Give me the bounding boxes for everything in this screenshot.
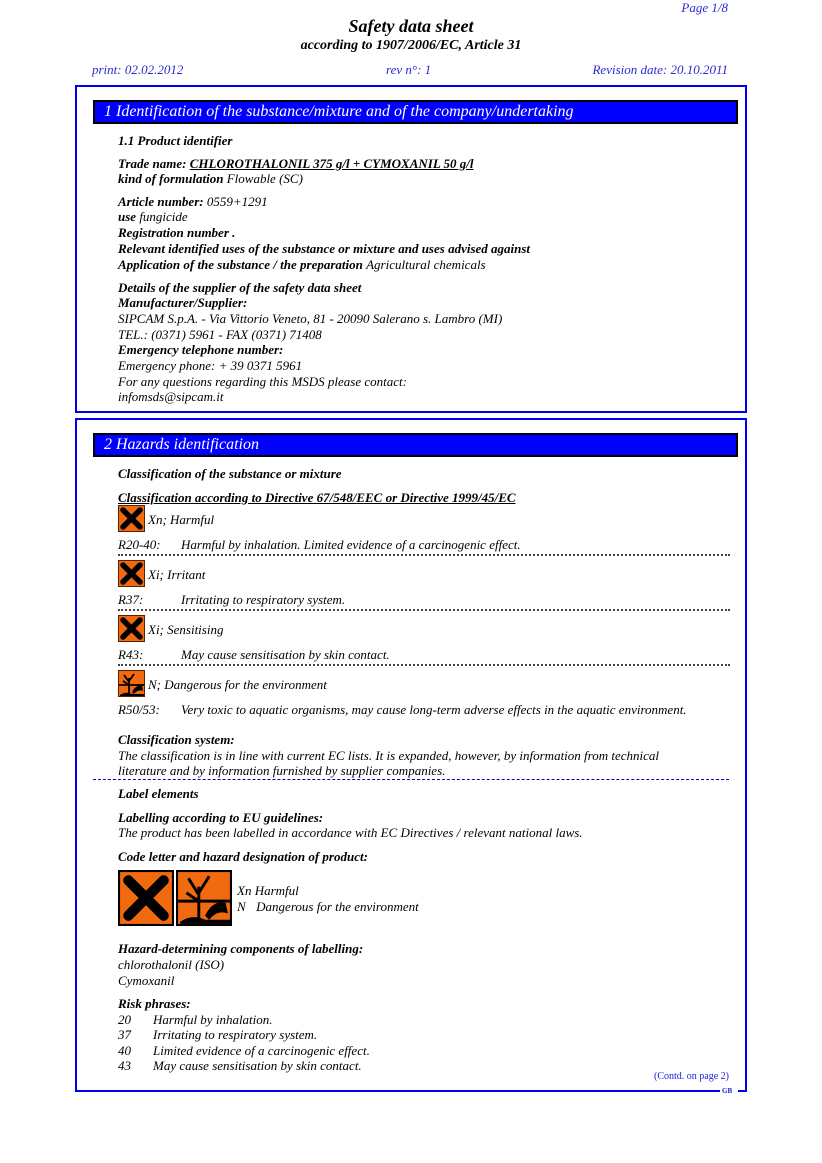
labelling-label: Labelling according to EU guidelines:	[118, 810, 324, 825]
risk-code: 20	[118, 1012, 131, 1027]
code-letter-row	[237, 899, 419, 914]
contact-email[interactable]: infomsds@sipcam.it	[118, 389, 224, 404]
code-letter-row	[237, 883, 299, 898]
supplier-details-heading: Details of the supplier of the safety data sheet	[118, 280, 362, 295]
article-label: Article number:	[118, 194, 204, 209]
print-date: print: 02.02.2012	[92, 62, 184, 77]
class-label: Xn; Harmful	[148, 512, 215, 527]
continued-note: (Contd. on page 2)	[654, 1071, 729, 1082]
labelling-text: The product has been labelled in accordance with EC Directives / relevant national laws.	[118, 825, 583, 840]
risk-code: 43	[118, 1058, 131, 1073]
supplier-tel: TEL.: (0371) 5961 - FAX (0371) 71408	[118, 327, 322, 342]
code-letter-label: Code letter and hazard designation of product:	[118, 849, 368, 864]
classification-system-text-2: literature and by information furnished by supplier companies.	[118, 763, 446, 778]
section-1-heading: 1 Identification of the substance/mixture and of the company/undertaking	[93, 100, 738, 124]
bottom-rule	[75, 1090, 720, 1092]
environment-large-icon	[176, 870, 232, 926]
product-identifier-heading: 1.1 Product identifier	[118, 133, 233, 148]
application-label: Application of the substance / the preparation	[118, 257, 363, 272]
harmful-x-icon	[118, 505, 145, 532]
risk-code: 40	[118, 1043, 131, 1058]
component-item: chlorothalonil (ISO)	[118, 957, 225, 972]
dotted-divider	[118, 554, 730, 556]
risk-text: Irritating to respiratory system.	[153, 1027, 318, 1042]
risk-code: 37	[118, 1027, 131, 1042]
classification-system-text-1: The classification is in line with current EC lists. It is expanded, however, by information from technical	[118, 748, 660, 763]
class-text: Irritating to respiratory system.	[181, 592, 346, 607]
document-title: Safety data sheet	[348, 16, 474, 36]
trade-name-value: CHLOROTHALONIL 375 g/l + CYMOXANIL 50 g/l	[189, 156, 474, 171]
application-value: Agricultural chemicals	[366, 257, 486, 272]
label-elements-heading: Label elements	[118, 786, 199, 801]
relevant-uses-label: Relevant identified uses of the substance or mixture and uses advised against	[118, 241, 531, 256]
code-letter: Xn	[237, 883, 252, 898]
emergency-phone: Emergency phone: + 39 0371 5961	[118, 358, 303, 373]
registration-label: Registration number .	[118, 225, 236, 240]
supplier-address: SIPCAM S.p.A. - Via Vittorio Veneto, 81 - 20090 Salerano s. Lambro (MI)	[118, 311, 503, 326]
class-code: R37:	[118, 592, 144, 607]
section-1-box	[75, 85, 747, 413]
use-row	[118, 209, 188, 224]
class-text: May cause sensitisation by skin contact.	[181, 647, 390, 662]
section-2-heading: 2 Hazards identification	[93, 433, 738, 457]
dotted-divider	[118, 609, 730, 611]
questions-text: For any questions regarding this MSDS please contact:	[118, 374, 407, 389]
section-2-box	[75, 418, 747, 1092]
manufacturer-label: Manufacturer/Supplier:	[118, 295, 248, 310]
code-letter: N	[237, 899, 246, 914]
class-label: Xi; Sensitising	[148, 622, 224, 637]
use-value: fungicide	[139, 209, 188, 224]
risk-text: Limited evidence of a carcinogenic effect.	[153, 1043, 370, 1058]
document-subtitle: according to 1907/2006/EC, Article 31	[300, 38, 522, 53]
component-item: Cymoxanil	[118, 973, 175, 988]
risk-text: May cause sensitisation by skin contact.	[153, 1058, 362, 1073]
article-row	[118, 194, 268, 209]
use-label: use	[118, 209, 137, 224]
formulation-label: kind of formulation	[118, 171, 224, 186]
environment-icon	[118, 670, 145, 697]
class-text: Very toxic to aquatic organisms, may cause long-term adverse effects in the aquatic environment.	[181, 702, 687, 717]
emergency-label: Emergency telephone number:	[118, 342, 284, 357]
class-label: N; Dangerous for the environment	[148, 677, 327, 692]
bottom-rule-end	[738, 1090, 747, 1092]
dotted-divider	[118, 664, 730, 666]
formulation-row	[118, 171, 303, 186]
harmful-large-icon	[118, 870, 174, 926]
risk-phrases-label: Risk phrases:	[118, 996, 191, 1011]
class-code: R20-40:	[118, 537, 161, 552]
class-code: R50/53:	[118, 702, 160, 717]
code-letter-text: Harmful	[254, 883, 299, 898]
hazard-components-label: Hazard-determining components of labelling:	[118, 941, 364, 956]
class-text: Harmful by inhalation. Limited evidence of a carcinogenic effect.	[181, 537, 521, 552]
risk-text: Harmful by inhalation.	[153, 1012, 273, 1027]
revision-number: rev n°: 1	[386, 62, 432, 77]
code-letter-text: Dangerous for the environment	[256, 899, 419, 914]
directive-heading: Classification according to Directive 67/548/EEC or Directive 1999/45/EC	[118, 490, 516, 505]
trade-name-row	[118, 156, 474, 171]
classification-heading: Classification of the substance or mixture	[118, 466, 342, 481]
language-code: GB	[722, 1087, 733, 1095]
class-code: R43:	[118, 647, 144, 662]
formulation-value: Flowable (SC)	[226, 171, 303, 186]
article-value: 0559+1291	[206, 194, 268, 209]
classification-system-label: Classification system:	[118, 732, 235, 747]
irritant-x-icon	[118, 560, 145, 587]
page-number: Page 1/8	[681, 0, 728, 15]
application-row	[118, 257, 486, 272]
dashed-divider	[93, 779, 729, 780]
class-label: Xi; Irritant	[148, 567, 206, 582]
revision-date: Revision date: 20.10.2011	[592, 62, 728, 77]
trade-name-label: Trade name:	[118, 156, 187, 171]
sensitising-x-icon	[118, 615, 145, 642]
